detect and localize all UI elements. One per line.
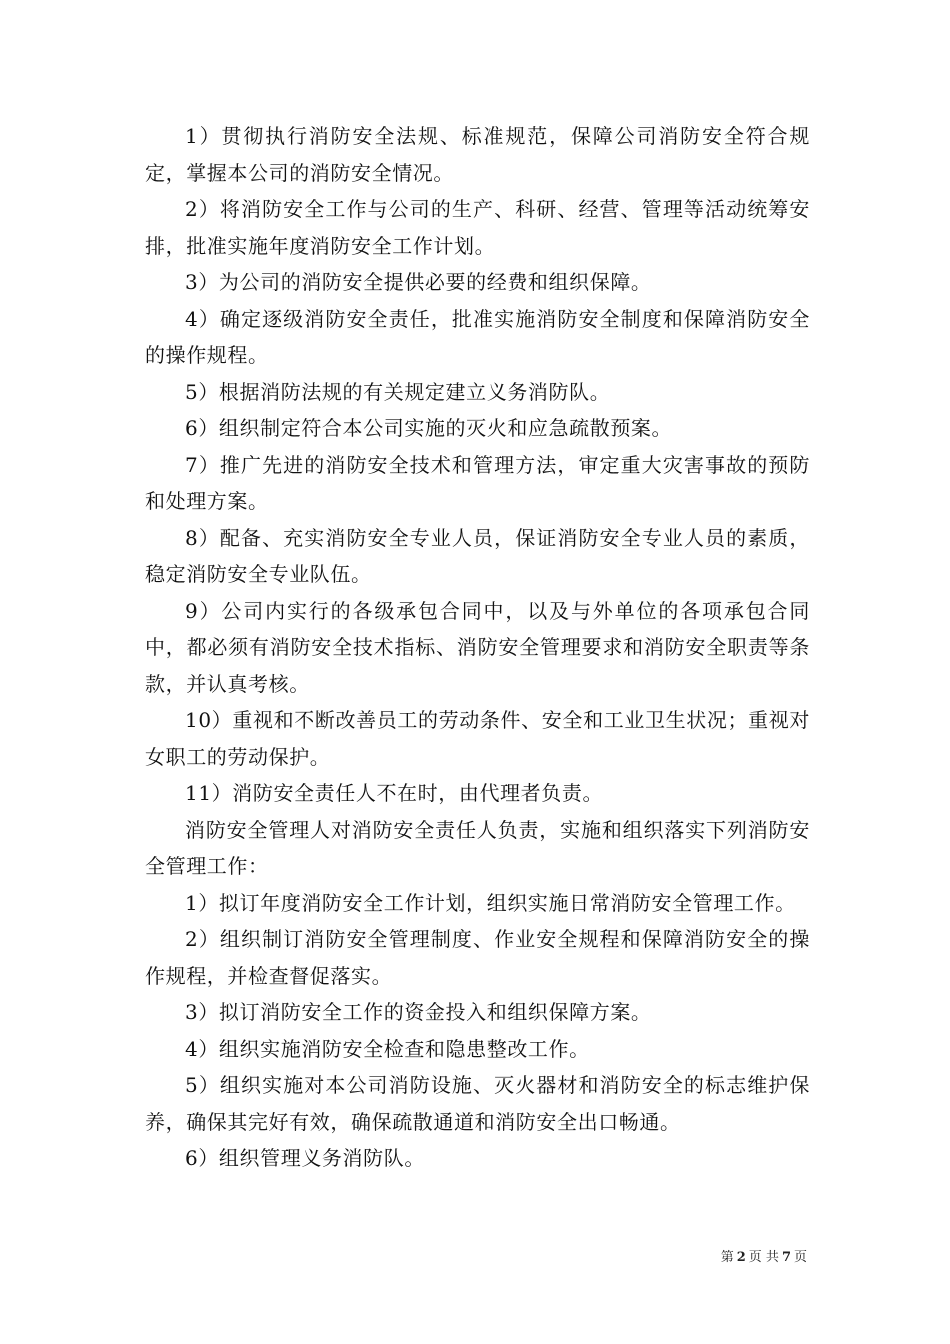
footer-prefix: 第 xyxy=(720,1250,734,1265)
paragraph: 5）组织实施对本公司消防设施、灭火器材和消防安全的标志维护保养，确保其完好有效，确保疏散通道和消防安全出口畅通。 xyxy=(145,1073,810,1134)
paragraph: 2）将消防安全工作与公司的生产、科研、经营、管理等活动统筹安排，批准实施年度消防安全工作计划。 xyxy=(145,197,810,258)
paragraph: 4）组织实施消防安全检查和隐患整改工作。 xyxy=(185,1036,590,1061)
paragraph: 2）组织制订消防安全管理制度、作业安全规程和保障消防安全的操作规程，并检查督促落实。 xyxy=(145,927,810,988)
paragraph: 消防安全管理人对消防安全责任人负责，实施和组织落实下列消防安全管理工作： xyxy=(145,817,810,878)
footer-suffix: 页 xyxy=(793,1250,807,1265)
paragraph: 6）组织管理义务消防队。 xyxy=(185,1146,425,1170)
paragraph: 5）根据消防法规的有关规定建立义务消防队。 xyxy=(185,379,611,404)
current-page-number: 2 xyxy=(736,1250,746,1265)
paragraph: 11）消防安全责任人不在时，由代理者负责。 xyxy=(185,781,604,805)
paragraph: 8）配备、充实消防安全专业人员，保证消防安全专业人员的素质，稳定消防安全专业队伍。 xyxy=(145,525,810,586)
total-page-number: 7 xyxy=(781,1250,791,1265)
page-number-footer xyxy=(721,1246,807,1265)
paragraph: 3）拟订消防安全工作的资金投入和组织保障方案。 xyxy=(185,1000,652,1024)
paragraph: 10）重视和不断改善员工的劳动条件、安全和工业卫生状况；重视对女职工的劳动保护。 xyxy=(145,708,810,769)
paragraph: 9）公司内实行的各级承包合同中，以及与外单位的各项承包合同中，都必须有消防安全技术指标、消防安全管理要求和消防安全职责等条款，并认真考核。 xyxy=(145,598,810,696)
paragraph: 1）贯彻执行消防安全法规、标准规范，保障公司消防安全符合规定，掌握本公司的消防安全情况。 xyxy=(145,124,810,185)
paragraph: 7）推广先进的消防安全技术和管理方法，审定重大灾害事故的预防和处理方案。 xyxy=(145,452,810,513)
paragraph: 6）组织制定符合本公司实施的灭火和应急疏散预案。 xyxy=(185,416,673,440)
paragraph: 3）为公司的消防安全提供必要的经费和组织保障。 xyxy=(185,270,652,294)
document-body xyxy=(145,118,810,1177)
paragraph: 1）拟订年度消防安全工作计划，组织实施日常消防安全管理工作。 xyxy=(185,890,796,915)
footer-middle: 页 共 xyxy=(748,1250,779,1265)
paragraph: 4）确定逐级消防安全责任，批准实施消防安全制度和保障消防安全的操作规程。 xyxy=(145,306,810,367)
